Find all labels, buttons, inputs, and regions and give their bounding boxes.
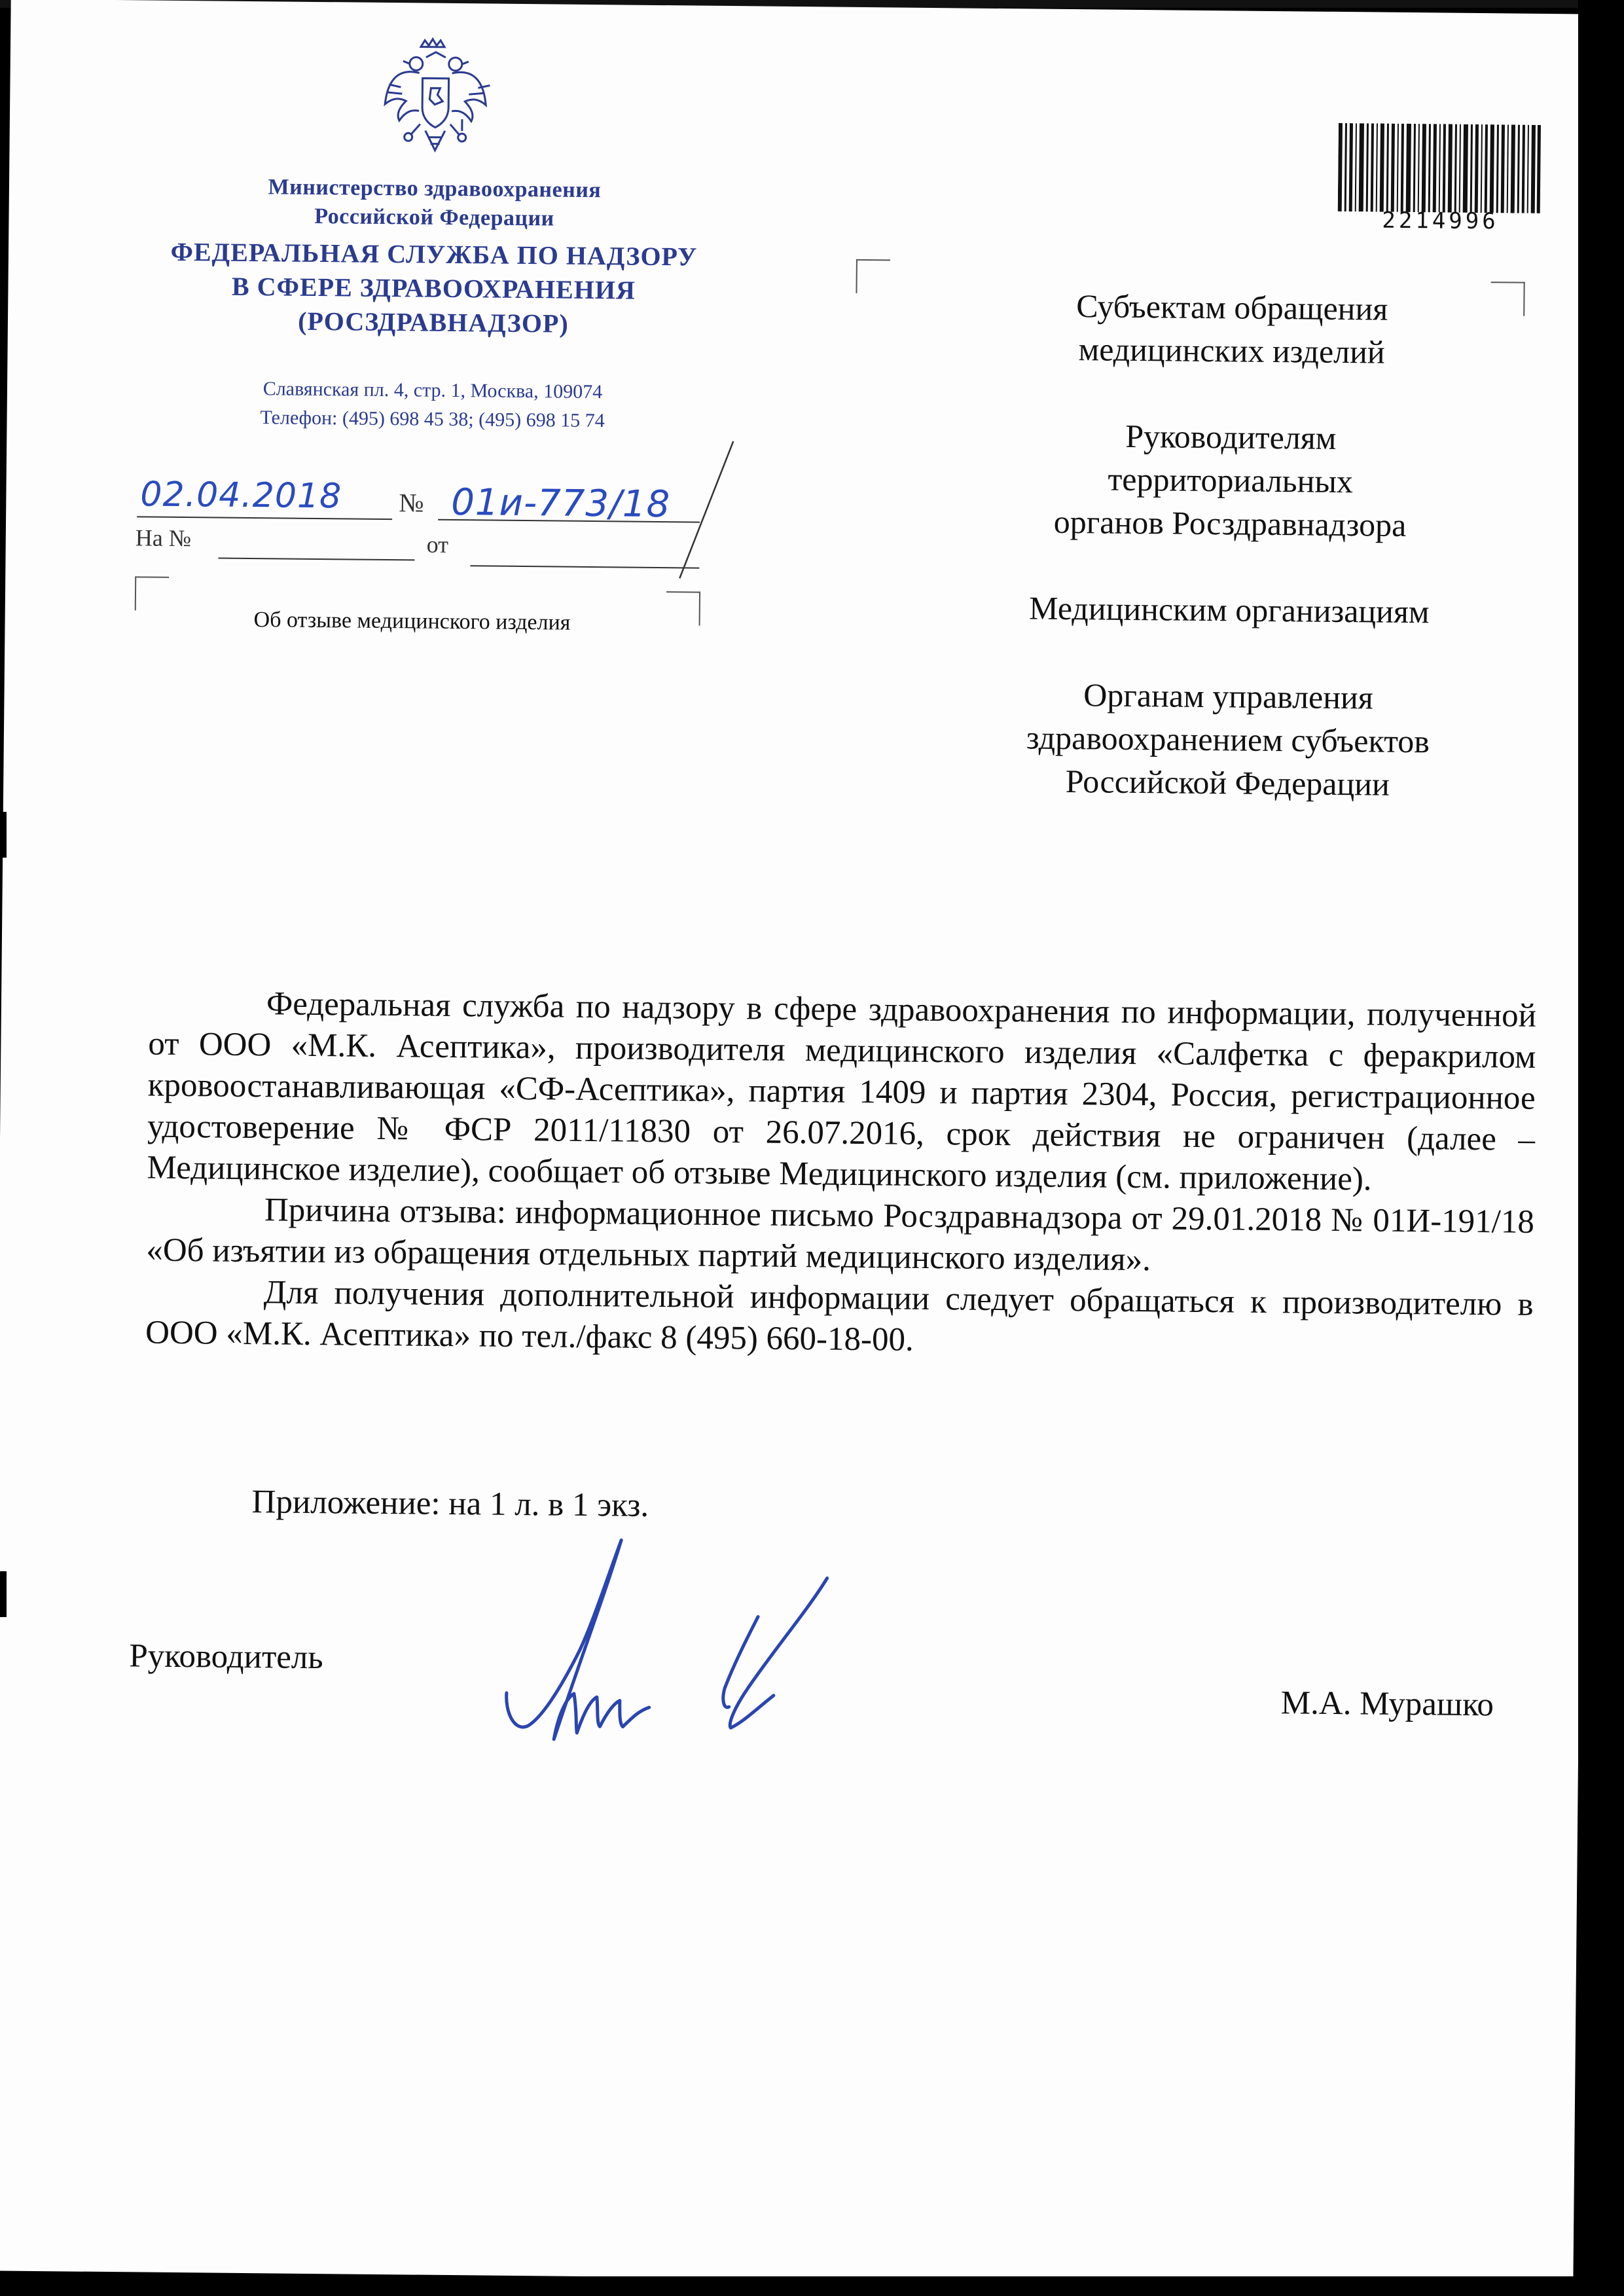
appendix-note: Приложение: на 1 л. в 1 экз. (251, 1484, 649, 1524)
recipient-line: Руководителям (1125, 417, 1337, 456)
signature-icon (498, 1536, 841, 1781)
recipient-line: органов Росздравнадзора (1053, 503, 1407, 543)
recipient-line: медицинских изделий (1078, 331, 1385, 371)
date-underline (137, 516, 392, 520)
ministry-line-1: Министерство здравоохранения (268, 175, 602, 203)
service-line-3: (РОСЗДРАВНАДЗОР) (297, 306, 569, 338)
phone-line: Телефон: (495) 698 45 38; (495) 698 15 74 (260, 407, 605, 432)
reply-to-label: На № (135, 524, 192, 552)
recipient-line: здравоохранением субъектов (1026, 719, 1430, 760)
handwritten-number: 01и-773/18 (451, 481, 671, 526)
coat-of-arms-icon (379, 32, 492, 164)
recipient-group (946, 672, 1510, 807)
recipient-group (950, 283, 1513, 374)
recipient-line: Российской Федерации (1065, 762, 1390, 803)
reply-date-underline (470, 565, 699, 568)
scan-hole-top (0, 812, 7, 858)
letter-body (145, 983, 1536, 1367)
body-paragraph-1: Федеральная служба по надзору в сфере здравоохранения по информации, полученной от ООО «М.К. Асептика», производителя медицинского изделия «Салфетка с феракрилом кровоостанавливающая «СФ-Асептика», партия 1409 и партия 2304, Россия, регистрационное удостоверение № ФСР 2011/11830 от 26.07.2016, срок действия не ограничен (далее – Медицинское изделие), сообщает об отзыве Медицинского изделия (см. приложение). (147, 985, 1537, 1198)
service-line-1: ФЕДЕРАЛЬНАЯ СЛУЖБА ПО НАДЗОРУ (170, 236, 698, 272)
barcode-number: 2214996 (1382, 207, 1499, 235)
recipients-corner-left (856, 259, 890, 293)
handwritten-date: 02.04.2018 (140, 475, 342, 517)
from-label: от (426, 531, 449, 558)
scan-right-edge (1578, 0, 1624, 2296)
subject-corner-right (666, 591, 700, 625)
signatory-title: Руководитель (129, 1637, 323, 1677)
recipient-group (948, 412, 1513, 547)
scan-hole-bottom (0, 1571, 7, 1617)
number-sign: № (399, 488, 424, 518)
ministry-name (139, 172, 729, 235)
ministry-line-2: Российской Федерации (314, 204, 554, 231)
service-name (113, 234, 755, 342)
recipient-line: территориальных (1108, 460, 1354, 500)
service-line-2: В СФЕРЕ ЗДРАВООХРАНЕНИЯ (231, 271, 636, 305)
body-paragraph-2: Причина отзыва: информационное письмо Росздравнадзора от 29.01.2018 № 01И-191/18 «Об изъятии из обращения отдельных партий медицинского изделия». (146, 1192, 1535, 1279)
signatory-name: М.А. Мурашко (1280, 1685, 1494, 1724)
service-address (144, 373, 721, 436)
address-line: Славянская пл. 4, стр. 1, Москва, 109074 (262, 378, 603, 403)
barcode-icon (1338, 123, 1542, 213)
scan-bottom-edge (0, 2276, 1624, 2296)
recipient-group (948, 585, 1511, 634)
body-paragraph-3: Для получения дополнительной информации следует обращаться к производителю в ООО «М.К. Асептика» по тел./факс 8 (495) 660-18-00. (145, 1274, 1534, 1358)
recipient-line: Органам управления (1083, 676, 1374, 716)
slash-stroke-icon (666, 437, 746, 582)
recipient-line: Субъектам обращения (1076, 287, 1388, 327)
recipients-list (945, 283, 1513, 850)
subject-corner-left (135, 576, 169, 610)
letter-subject: Об отзыве медицинского изделия (253, 608, 571, 635)
reply-number-underline (219, 558, 415, 561)
recipient-line: Медицинским организациям (1028, 589, 1430, 630)
